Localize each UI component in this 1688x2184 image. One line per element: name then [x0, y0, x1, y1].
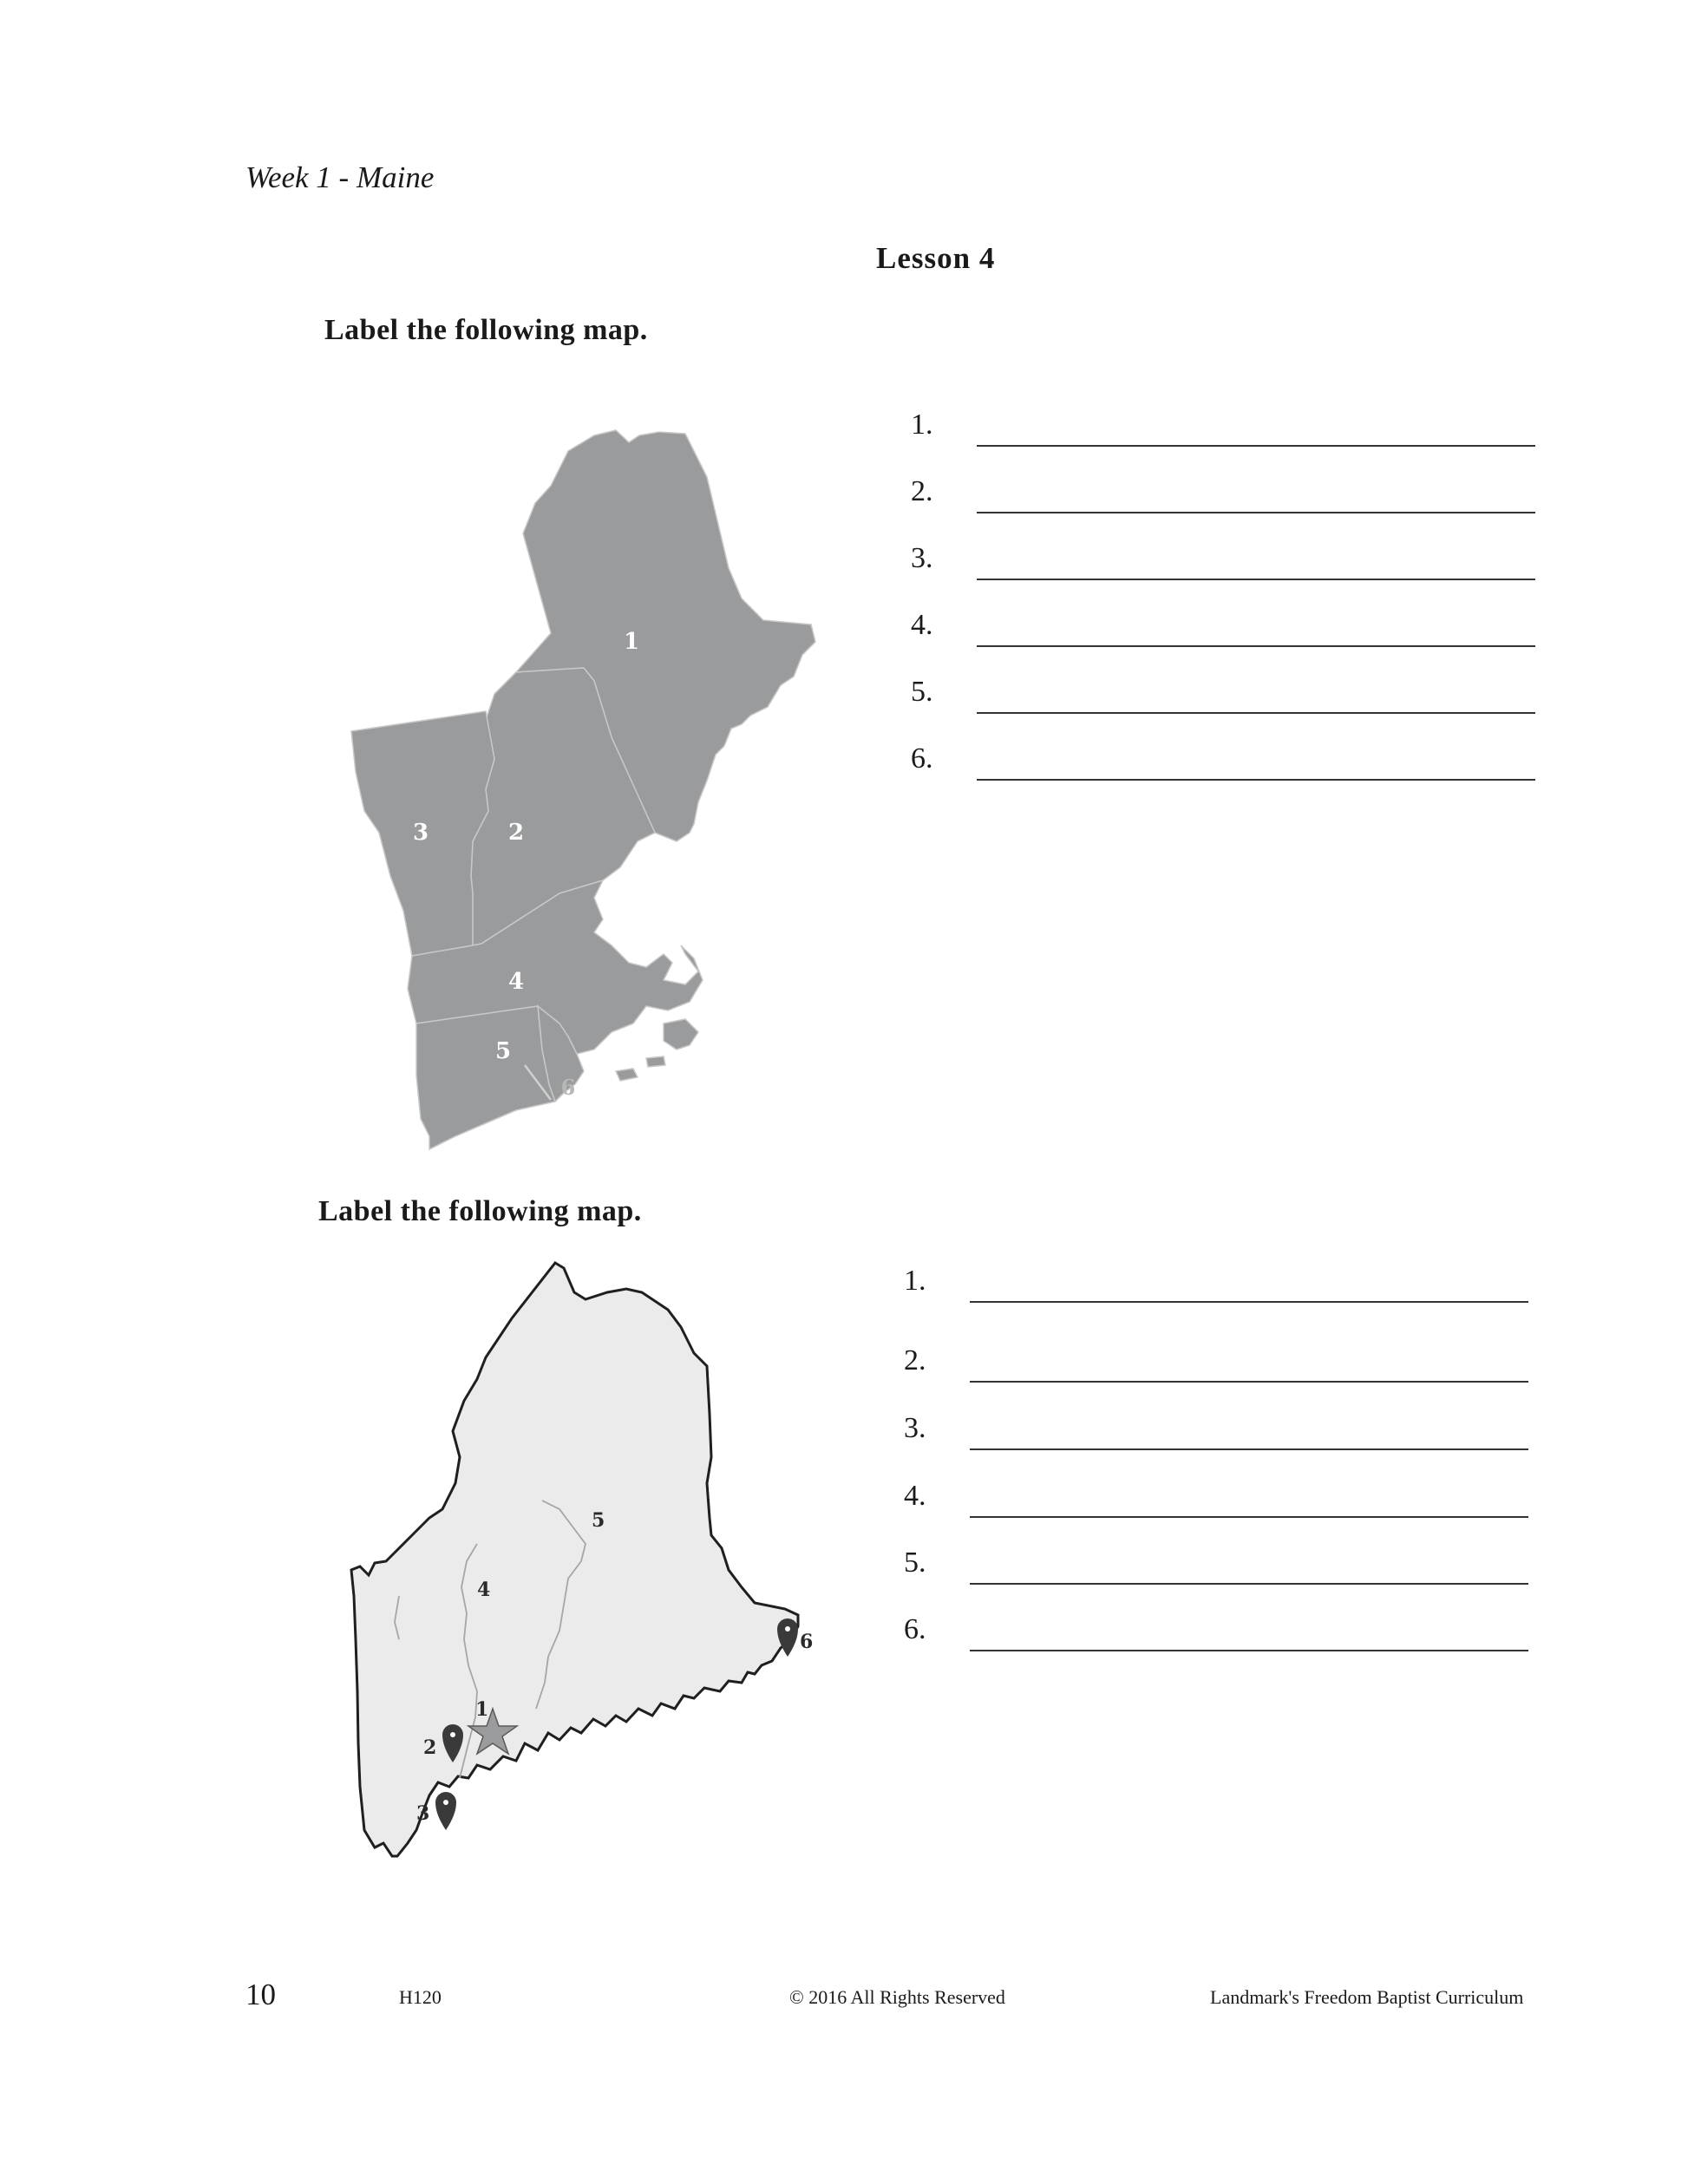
- answer-blank[interactable]: [970, 1516, 1528, 1518]
- course-code: H120: [399, 1986, 442, 2008]
- map2-label-4: 4: [477, 1579, 491, 1601]
- answer-blank[interactable]: [970, 1448, 1528, 1450]
- answer-blank[interactable]: [970, 1381, 1528, 1383]
- map2-label-6: 6: [800, 1631, 814, 1653]
- answer-number: 3.: [904, 1412, 926, 1444]
- pin-marker-icon: [435, 1792, 456, 1830]
- answer-number: 4.: [904, 1480, 926, 1512]
- answer-row: [904, 1466, 1528, 1518]
- pin-marker-icon: [777, 1618, 798, 1657]
- answer-number: 2.: [911, 475, 933, 507]
- answer-row: [911, 595, 1535, 647]
- answer-row: [904, 1599, 1528, 1651]
- map1-label-2: 2: [507, 820, 525, 846]
- answer-row: [911, 528, 1535, 580]
- map1-label-4: 4: [507, 969, 525, 995]
- maine-map: [347, 1258, 850, 1934]
- answer-number: 5.: [911, 676, 933, 708]
- curriculum-name: Landmark's Freedom Baptist Curriculum: [1210, 1986, 1524, 2008]
- map1-label-6: 6: [560, 1075, 576, 1100]
- answer-blank[interactable]: [970, 1583, 1528, 1585]
- answer-number: 6.: [911, 742, 933, 775]
- answer-row: [904, 1331, 1528, 1383]
- map1-label-5: 5: [494, 1038, 512, 1064]
- answer-number: 2.: [904, 1344, 926, 1376]
- answer-row: [904, 1398, 1528, 1450]
- answer-blank[interactable]: [977, 512, 1535, 513]
- week-heading: Week 1 - Maine: [245, 160, 435, 194]
- answer-row: [911, 662, 1535, 714]
- answer-row: [904, 1533, 1528, 1585]
- answer-blank[interactable]: [977, 579, 1535, 580]
- answer-number: 1.: [904, 1265, 926, 1297]
- map2-label-1: 1: [475, 1698, 489, 1721]
- answer-row: [904, 1251, 1528, 1303]
- map2-label-3: 3: [416, 1802, 430, 1825]
- answer-number: 1.: [911, 409, 933, 441]
- instruction-map-1: Label the following map.: [324, 314, 648, 346]
- answer-row: [911, 461, 1535, 513]
- lesson-title: Lesson 4: [876, 241, 996, 275]
- map1-label-1: 1: [623, 629, 640, 655]
- copyright-notice: © 2016 All Rights Reserved: [789, 1986, 1005, 2008]
- answer-blank[interactable]: [970, 1650, 1528, 1651]
- answer-number: 3.: [911, 542, 933, 574]
- region-maine-outline: [351, 1263, 798, 1856]
- answer-blank[interactable]: [970, 1301, 1528, 1303]
- page-number: 10: [245, 1978, 276, 2011]
- answer-blank[interactable]: [977, 712, 1535, 714]
- map2-label-2: 2: [423, 1736, 437, 1759]
- instruction-map-2: Label the following map.: [318, 1195, 642, 1227]
- answer-blank[interactable]: [977, 779, 1535, 781]
- new-england-map: [343, 425, 828, 1162]
- answer-number: 5.: [904, 1546, 926, 1579]
- map1-label-3: 3: [412, 820, 429, 846]
- answer-blank[interactable]: [977, 445, 1535, 447]
- answer-row: [911, 729, 1535, 781]
- answer-number: 6.: [904, 1613, 926, 1645]
- answer-blank[interactable]: [977, 645, 1535, 647]
- answer-number: 4.: [911, 609, 933, 641]
- map2-label-5: 5: [592, 1509, 605, 1532]
- answer-row: [911, 395, 1535, 447]
